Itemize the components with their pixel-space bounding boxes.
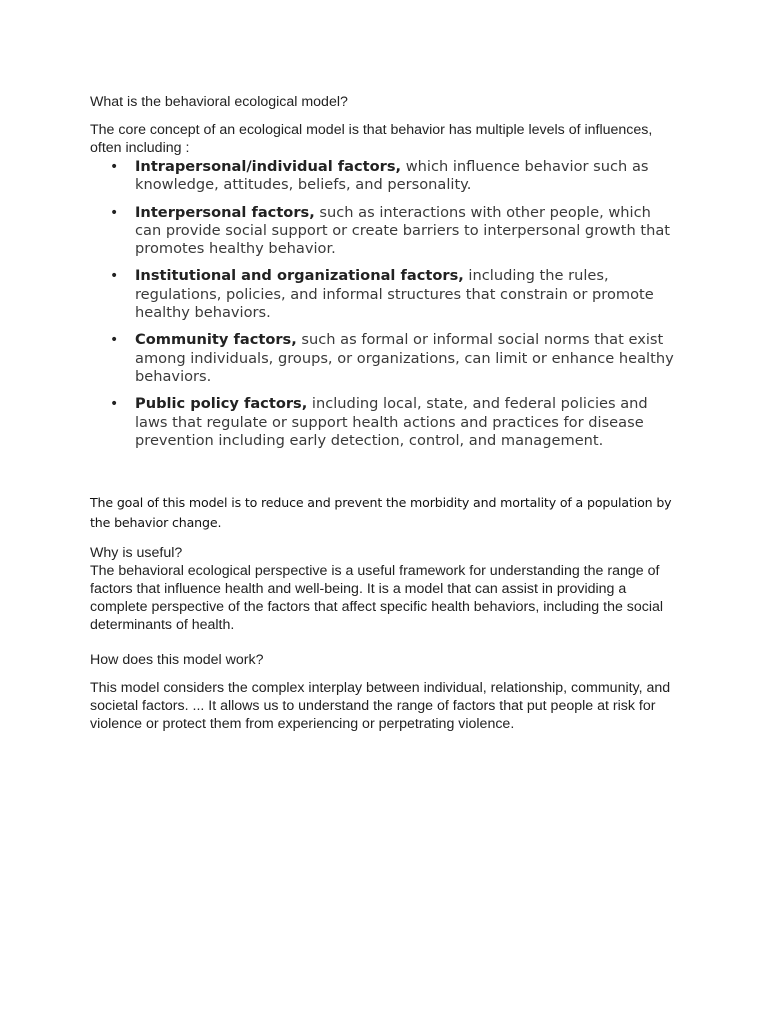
why-paragraph: The behavioral ecological perspective is a useful framework for understanding the range of factors that influence health and well-being. It is a model that can assist in providing a complete perspective of the factors that affect specific health behaviors, including the social determinants of health.	[90, 563, 664, 633]
list-item	[90, 204, 680, 259]
factor-description: such as interactions with other people, which can provide social support or create barriers to interpersonal growth that promotes healthy behavior.	[135, 203, 670, 258]
bullet-icon: •	[110, 268, 119, 285]
factor-title: Community factors,	[135, 331, 297, 349]
factor-description: including the rules, regulations, policies, and informal structures that constrain or promote healthy behaviors.	[135, 267, 654, 322]
factor-title: Institutional and organizational factors,	[135, 267, 464, 285]
list-item	[90, 395, 680, 450]
why-heading: Why is useful?	[90, 545, 183, 561]
factor-title: Public policy factors,	[135, 395, 308, 413]
factor-description: including local, state, and federal policies and laws that regulate or support health actions and practices for disease prevention including early detection, control, and management.	[135, 395, 648, 449]
goal-paragraph: The goal of this model is to reduce and prevent the morbidity and mortality of a population by the behavior change.	[90, 495, 672, 530]
list-item	[90, 331, 680, 386]
bullet-icon: •	[110, 204, 119, 221]
bullet-icon: •	[110, 396, 119, 413]
factor-description: which influence behavior such as knowledge, attitudes, beliefs, and personality.	[135, 158, 649, 194]
intro-paragraph: The core concept of an ecological model is that behavior has multiple levels of influences, often including :	[90, 122, 653, 156]
bullet-icon: •	[110, 159, 119, 175]
question-heading: What is the behavioral ecological model?	[90, 94, 348, 110]
bullet-icon: •	[110, 332, 119, 349]
why-section	[90, 544, 680, 634]
factor-title: Interpersonal factors,	[135, 203, 315, 221]
factors-list	[90, 158, 680, 459]
list-item	[90, 158, 680, 195]
how-paragraph: This model considers the complex interplay between individual, relationship, community, and societal factors. ... It allows us to understand the range of factors that put people at risk for violence or protect them from experiencing or perpetrating violence.	[90, 680, 671, 732]
factor-title: Intrapersonal/individual factors,	[135, 158, 402, 175]
list-item	[90, 267, 680, 322]
factor-description: such as formal or informal social norms that exist among individuals, groups, or organizations, can limit or enhance healthy behaviors.	[135, 331, 674, 385]
how-heading: How does this model work?	[90, 652, 264, 668]
